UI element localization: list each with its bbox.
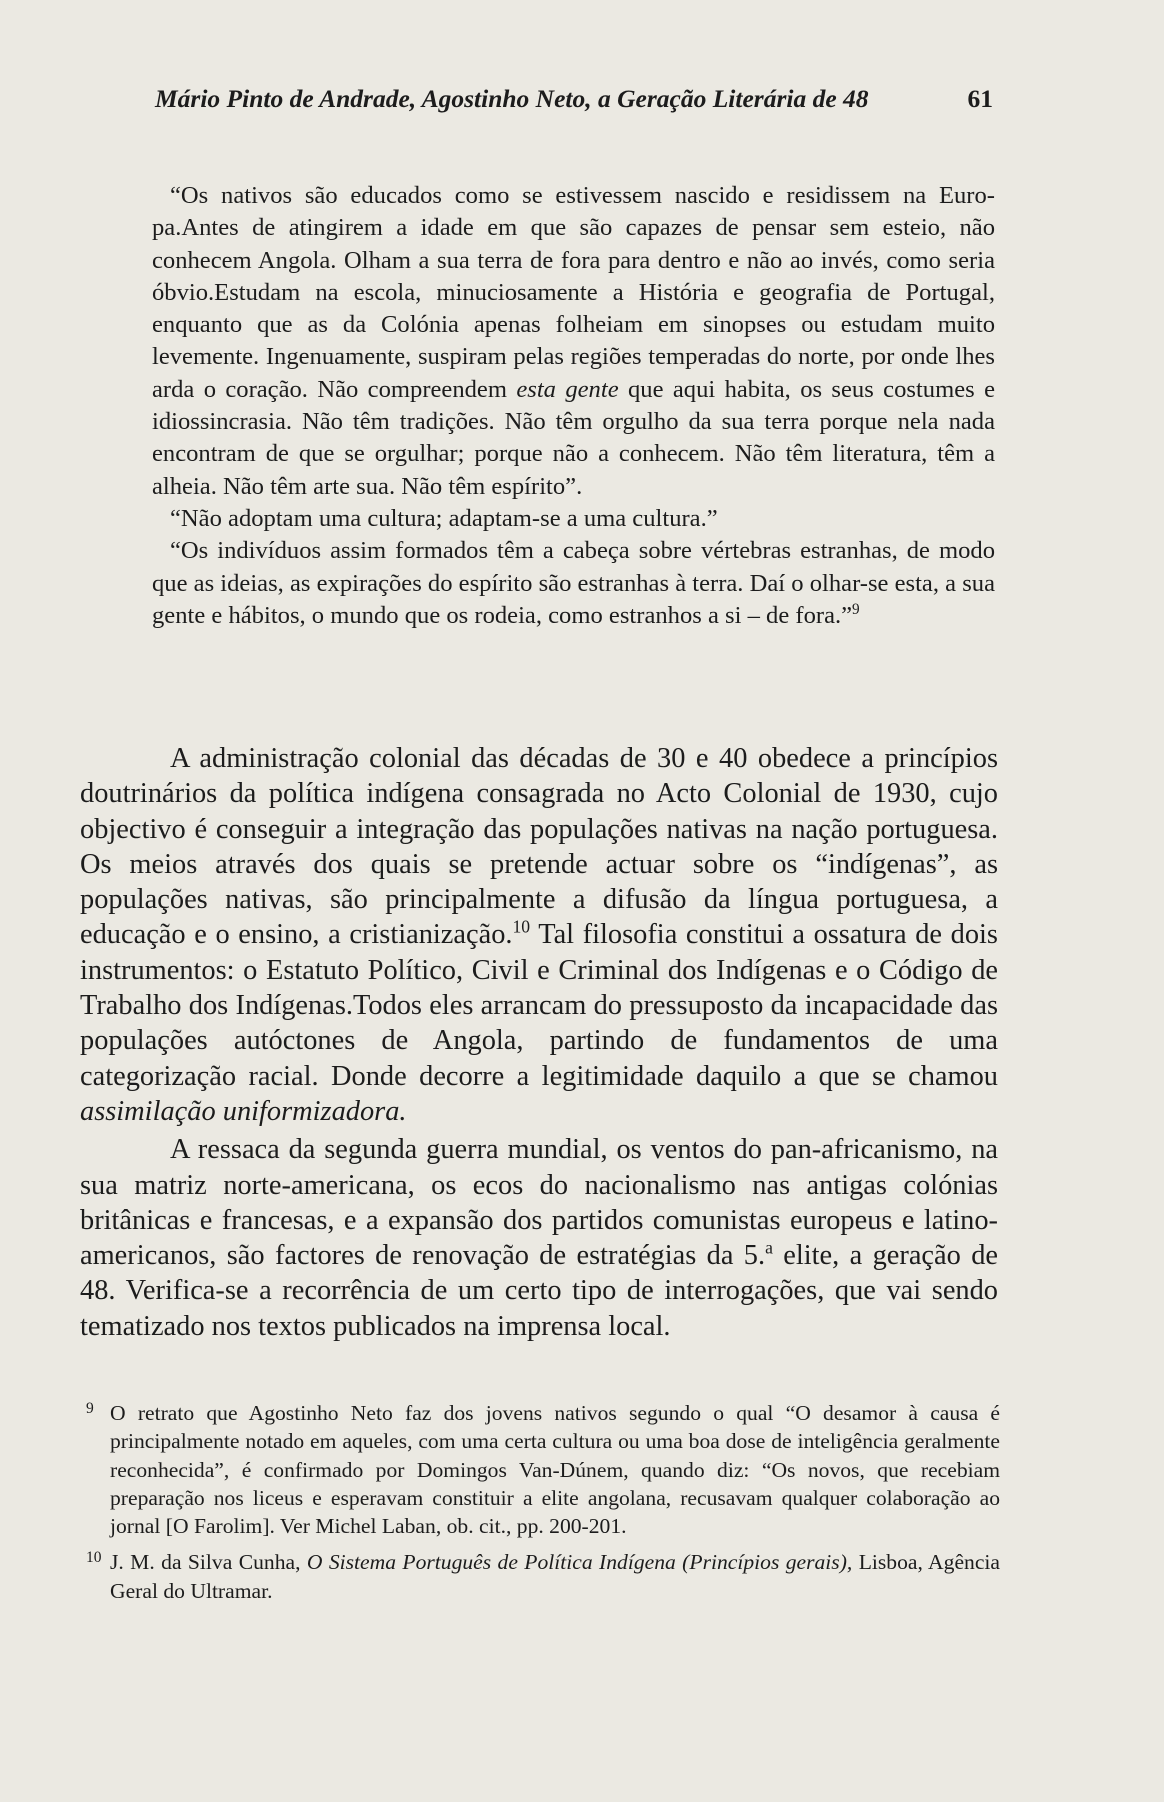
block-quote bbox=[152, 180, 995, 632]
quote-paragraph: “Os indivíduos assim formados têm a cabeça sobre vértebras estranhas, de modo que as ideias, as expirações do espírito são estranhas à terra. Daí o olhar-se esta, a sua gente e hábitos, o mundo que os rodeia, como estranhos a si – de fora.”$^9$ bbox=[152, 537, 995, 629]
footnote-9: 9 O retrato que Agostinho Neto faz dos jovens nativos segundo o qual “O desamor à causa é principalmente notado em aqueles, com uma certa cultura ou uma boa dose de inteligência geralmente reconhecida”, é confirmado por Domingos Van-Dúnem, quando diz: “Os novos, que recebiam preparação nos liceus e esperavam constituir a elite angolana, recusavam qualquer colaboração ao jornal [O Farolim]. Ver Michel Laban, ob. cit., pp. 200-201. bbox=[86, 1399, 1000, 1540]
footnote-ref: 10 bbox=[512, 917, 531, 938]
footnote-ref: 9 bbox=[852, 600, 860, 618]
quote-paragraph: “Não adoptam uma cultura; adaptam-se a uma cultura.” bbox=[170, 504, 718, 532]
running-title: Mário Pinto de Andrade, Agostinho Neto, a Geração Literária de 48 bbox=[155, 84, 869, 113]
footnote-10: 10 J. M. da Silva Cunha, O Sistema Português de Política Indígena (Princípios gerais), Lisboa, Agência Geral do Ultramar. bbox=[86, 1548, 1000, 1605]
footnotes bbox=[86, 1399, 1000, 1605]
body-paragraph: A administração colonial das décadas de 30 e 40 obedece a princípios doutrinários da política indígena consagrada no Acto Colonial de 1930, cujo objectivo é conseguir a integração das populações nativas na nação portuguesa. Os meios através dos quais se pretende actuar sobre os “indígenas”, as populações nativas, são principalmente a difusão da língua portuguesa, a educação e o ensino, a cristianização.$^{10}$ Tal filosofia constitui a ossatura de dois instrumentos: o Estatuto Político, Civil e Criminal dos Indígenas e o Código de Trabalho dos Indígenas.Todos eles arrancam do pressuposto da incapacidade das populações autóctones de Angola, partindo de fundamentos de uma categorização racial. Donde decorre a legitimidade daquilo a que se chamou assimilação uniformizadora. bbox=[80, 743, 998, 1127]
emphasis: esta gente bbox=[516, 375, 619, 403]
quote-paragraph: “Os nativos são educados como se estivessem nascido e residissem na Euro-pa.Antes de atingirem a idade em que são capazes de pensar sem esteio, não conhecem Angola. Olham a sua terra de fora para dentro e não ao invés, como seria óbvio.Estudam na escola, minuciosamente a História e geografia de Portugal, enquanto que as da Colónia apenas folheiam em sinopses ou estudam muito levemente. Ingenuamente, suspiram pelas regiões temperadas do norte, por onde lhes arda o coração. Não compreendem esta gente que aqui habita, os seus costumes e idiossincrasia. Não têm tradições. Não têm orgulho da sua terra porque nela nada encontram de que se orgulhar; porque não a conhecem. Não têm literatura, têm a alheia. Não têm arte sua. Não têm espírito”. bbox=[152, 182, 995, 500]
emphasis: assimilação uniformizadora. bbox=[80, 1095, 407, 1127]
footnote-number: 9 bbox=[86, 1400, 94, 1417]
running-header bbox=[155, 84, 993, 124]
body-text bbox=[80, 741, 998, 1344]
page-number: 61 bbox=[967, 84, 993, 113]
book-title: O Sistema Português de Política Indígena (Princípios gerais), bbox=[306, 1550, 853, 1575]
body-paragraph: A ressaca da segunda guerra mundial, os ventos do pan-africanismo, na sua matriz norte-americana, os ecos do nacionalismo nas antigas colónias britânicas e francesas, e a expansão dos partidos comunistas europeus e latino-americanos, são factores de renovação de estratégias da 5.$^a$ elite, a geração de 48. Verifica-se a recorrência de um certo tipo de interrogações, que vai sendo tematizado nos textos publicados na imprensa local. bbox=[80, 1134, 998, 1342]
footnote-number: 10 bbox=[86, 1549, 102, 1567]
ordinal-superscript: a bbox=[765, 1237, 773, 1258]
